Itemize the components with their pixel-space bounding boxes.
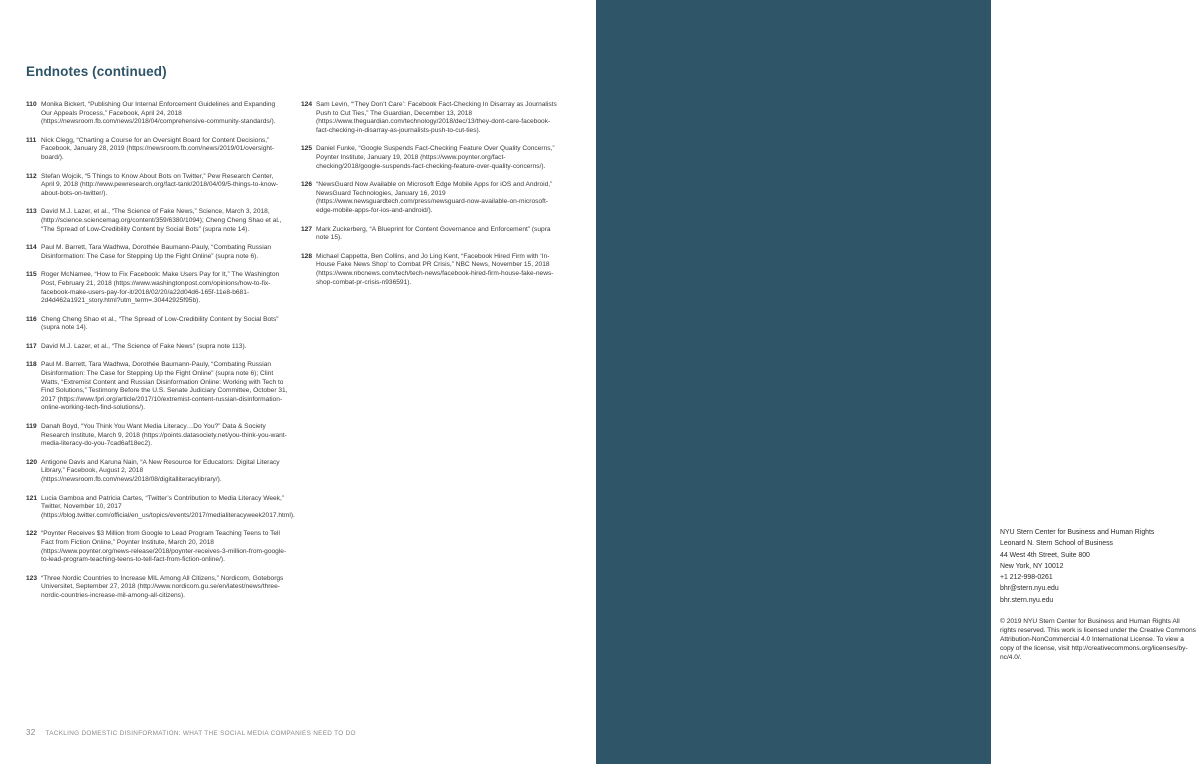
page-title: Endnotes (continued) bbox=[26, 64, 167, 79]
endnote-number: 114 bbox=[26, 244, 37, 252]
running-title: TACKLING DOMESTIC DISINFORMATION: WHAT THE SOCIAL MEDIA COMPANIES NEED TO DO bbox=[45, 730, 356, 737]
endnote bbox=[26, 530, 288, 564]
endnote-text: Sam Levin, “‘They Don’t Care’: Facebook Fact-Checking In Disarray as Journalists Push to Cut Ties,” The Guardian, December 13, 2018 (https://www.theguardian.com/technology/2018/dec/13/they-dont-care-facebook-fact-checking-in-disarray-as-journalists-push-to-cut-ties). bbox=[316, 101, 557, 134]
endnote-text: “Three Nordic Countries to Increase MIL Among All Citizens,” Nordicom, Goteborgs Universitet, September 27, 2018 (http://www.nordicom.gu.se/en/latest/news/three-nordic-countries-increase-mil-among-all-citizens). bbox=[41, 574, 284, 599]
endnote-number: 127 bbox=[301, 225, 313, 233]
endnote-text: Monika Bickert, “Publishing Our Internal Enforcement Guidelines and Expanding Our Appeals Process,” Facebook, April 24, 2018 (https://newsroom.fb.com/news/2018/04/comprehensive-community-standards/). bbox=[41, 101, 276, 126]
endnote-text: Nick Clegg, “Charting a Course for an Oversight Board for Content Decisions,” Facebook, January 28, 2019 (https://newsroom.fb.com/news/2019/01/oversight-board/). bbox=[41, 136, 275, 161]
endnote-number: 113 bbox=[26, 208, 37, 216]
endnote-number: 112 bbox=[26, 172, 37, 180]
endnote-number: 128 bbox=[301, 252, 313, 260]
endnote-text: Mark Zuckerberg, “A Blueprint for Content Governance and Enforcement” (supra note 15). bbox=[316, 225, 551, 242]
endnote-number: 117 bbox=[26, 342, 37, 350]
endnote bbox=[301, 101, 563, 135]
license-notice: © 2019 NYU Stern Center for Business and Human Rights All rights reserved. This work is licensed under the Creative Commons Attribution-NonCommercial 4.0 International License. To view a copy of the license, visit http://creativecommons.org/licenses/by-nc/4.0/. bbox=[1000, 618, 1196, 662]
page-number: 32 bbox=[26, 728, 36, 737]
address-line: Leonard N. Stern School of Business bbox=[1000, 540, 1113, 548]
endnote bbox=[301, 145, 563, 171]
endnote bbox=[26, 271, 288, 305]
endnote bbox=[26, 244, 288, 261]
endnote-text: Daniel Funke, “Google Suspends Fact-Checking Feature Over Quality Concerns,” Poynter Institute, January 19, 2018 (https://www.poynter.org/fact-checking/2018/google-suspends-fact-checking-feature-over-quality-concerns/). bbox=[316, 145, 555, 170]
endnote-number: 115 bbox=[26, 271, 37, 279]
endnote bbox=[26, 316, 288, 333]
page-footer bbox=[26, 728, 356, 737]
endnote bbox=[26, 137, 288, 163]
endnote-text: Paul M. Barrett, Tara Wadhwa, Dorothée Baumann-Pauly, “Combating Russian Disinformation: The Case for Stepping Up the Fight Online” (supra note 6). bbox=[41, 244, 272, 260]
endnote-text: Antigone Davis and Karuna Nain, “A New Resource for Educators: Digital Literacy Library,” Facebook, August 2, 2018 (https://newsroom.fb.com/news/2018/08/digitalliteracylibrary/). bbox=[41, 458, 280, 483]
endnote-number: 118 bbox=[26, 361, 37, 369]
endnote-text: David M.J. Lazer, et al., “The Science of Fake News,” Science, March 3, 2018, (http://science.sciencemag.org/content/359/6380/1094); Cheng Cheng Shao et al., “The Spread of Low-Credibility Content by Social Bots” (supra note 14). bbox=[41, 208, 282, 233]
endnote-text: “NewsGuard Now Available on Microsoft Edge Mobile Apps for iOS and Android,” NewsGuard Technologies, January 16, 2019 (https://www.newsguardtech.com/press/newsguard-now-available-on-microsoft-edge-mobile-apps-for-ios-and-android/). bbox=[316, 181, 553, 214]
left-page bbox=[0, 0, 596, 764]
website: bhr.stern.nyu.edu bbox=[1000, 596, 1054, 604]
endnote-number: 119 bbox=[26, 423, 37, 431]
endnote-number: 120 bbox=[26, 458, 38, 466]
endnote bbox=[26, 208, 288, 234]
endnote-text: David M.J. Lazer, et al., “The Science of Fake News” (supra note 113). bbox=[41, 342, 247, 350]
endnote-number: 110 bbox=[26, 101, 37, 108]
endnote bbox=[26, 343, 288, 352]
endnotes-column-left bbox=[26, 101, 295, 611]
endnote-number: 121 bbox=[26, 494, 38, 502]
endnote-number: 111 bbox=[26, 136, 37, 144]
endnote-number: 126 bbox=[301, 181, 313, 189]
endnote bbox=[26, 101, 288, 127]
endnotes-column-right bbox=[301, 101, 563, 297]
endnote bbox=[26, 494, 295, 521]
endnote-text: Roger McNamee, “How to Fix Facebook: Make Users Pay for It,” The Washington Post, February 21, 2018 (https://www.washingtonpost.com/opinions/how-to-fix-facebook-make-users-pay-for-it/2018/02/20/a22d04d6-165f-11e8-b681-2d4d462a1921_story.html?utm_term=.30442925f95b). bbox=[41, 271, 280, 305]
endnote-text: Cheng Cheng Shao et al., “The Spread of Low-Credibility Content by Social Bots” (supra note 14). bbox=[41, 315, 279, 332]
endnote-text: Michael Cappetta, Ben Collins, and Jo Ling Kent, “Facebook Hired Firm with ‘In-House Fake News Shop’ to Combat PR Crisis,” NBC News, November 15, 2018 (https://www.nbcnews.com/tech/tech-news/facebook-hired-firm-house-fake-news-shop-combat-pr-crisis-n936591). bbox=[316, 252, 554, 286]
endnote-number: 124 bbox=[301, 101, 313, 108]
endnote bbox=[26, 173, 288, 199]
address-line: New York, NY 10012 bbox=[1000, 562, 1064, 570]
endnote-text: Stefan Wojcik, “5 Things to Know About Bots on Twitter,” Pew Research Center, April 9, 2018 (http://www.pewresearch.org/fact-tank/2018/04/09/5-things-to-know-about-bots-on-twitter/). bbox=[41, 172, 279, 197]
address-line: NYU Stern Center for Business and Human Rights bbox=[1000, 529, 1155, 536]
endnote-text: Danah Boyd, “You Think You Want Media Literacy…Do You?” Data & Society Research Institute, March 9, 2018 (https://points.datasociety.net/you-think-you-want-media-literacy-do-you-7cad6af18ec2). bbox=[41, 423, 287, 448]
endnote-text: Paul M. Barrett, Tara Wadhwa, Dorothée Baumann-Pauly, “Combating Russian Disinformation: The Case for Stepping Up the Fight Online” (supra note 6); Clint Watts, “Extremist Content and Russian Disinformation Online: Working with Tech to Find Solutions,” Testimony Before the U.S. Senate Judiciary Committee, October 31, 2017 (https://www.fpri.org/article/2017/10/extremist-content-russian-disinformation-online-working-tech-find-solutions/). bbox=[41, 361, 288, 412]
endnote-number: 123 bbox=[26, 574, 38, 582]
email-address: bhr@stern.nyu.edu bbox=[1000, 585, 1059, 593]
address-line: 44 West 4th Street, Suite 800 bbox=[1000, 551, 1090, 559]
endnote bbox=[301, 226, 563, 243]
endnote bbox=[301, 253, 563, 287]
endnote-number: 125 bbox=[301, 145, 313, 153]
contact-address bbox=[1000, 527, 1195, 606]
endnote bbox=[26, 361, 288, 413]
endnote bbox=[26, 459, 288, 485]
endnote bbox=[301, 181, 563, 215]
phone-number: +1 212-998-0261 bbox=[1000, 574, 1053, 582]
endnote-number: 122 bbox=[26, 530, 38, 538]
endnote bbox=[26, 575, 288, 601]
endnote-number: 116 bbox=[26, 315, 37, 323]
decorative-color-band bbox=[596, 0, 991, 764]
endnote-text: “Poynter Receives $3 Million from Google to Lead Program Teaching Teens to Tell Fact from Fiction Online,” Poynter Institute, March 20, 2018 (https://www.poynter.org/news-release/2018/poynter-receives-3-million-from-google-to-lead-program-teaching-teens-to-tell-fact-from-fiction-online/). bbox=[41, 530, 287, 564]
endnote-text: Lucia Gamboa and Patricia Cartes, “Twitter’s Contribution to Media Literacy Week,” Twitter, November 10, 2017 (https://blog.twitter.com/official/en_us/topics/events/2017/medialiteracyweek2017.html). bbox=[41, 494, 295, 519]
endnote bbox=[26, 423, 288, 449]
